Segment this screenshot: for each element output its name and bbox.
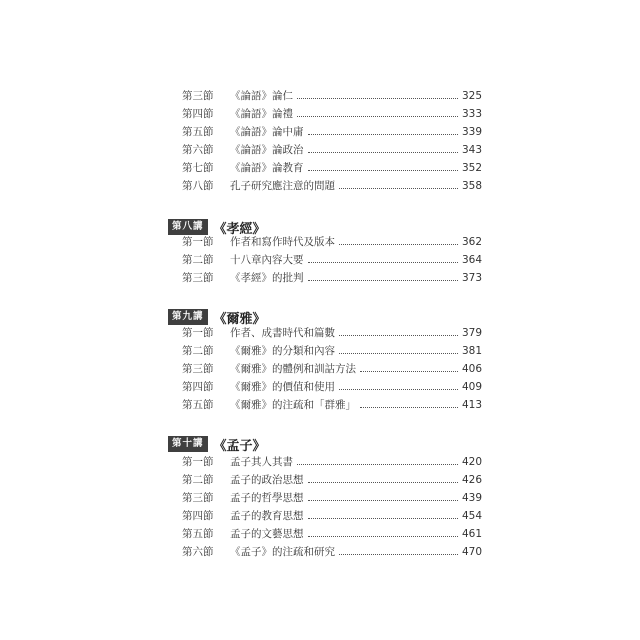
page-number: 413 — [461, 399, 482, 411]
page-number: 373 — [461, 272, 482, 284]
dot-leader — [339, 554, 458, 555]
chapter-badge: 第九講 — [168, 309, 208, 325]
chapter-title: 《孟子》 — [213, 438, 266, 454]
section-number: 第三節 — [182, 492, 214, 504]
page-number: 406 — [461, 363, 482, 375]
page-number: 339 — [461, 126, 482, 138]
section-title: 《孟子》的注疏和研究 — [230, 546, 335, 558]
section-number: 第三節 — [182, 272, 214, 284]
toc-entry[interactable] — [182, 325, 482, 341]
section-number: 第三節 — [182, 363, 214, 375]
dot-leader — [339, 244, 458, 245]
chapter-heading[interactable] — [168, 435, 266, 453]
toc-entry[interactable] — [182, 106, 482, 122]
toc-entry[interactable] — [182, 490, 482, 506]
toc-entry[interactable] — [182, 343, 482, 359]
dot-leader — [308, 518, 458, 519]
section-title: 《爾雅》的價值和使用 — [230, 381, 335, 393]
section-number: 第六節 — [182, 144, 214, 156]
section-title: 孟子的文藝思想 — [230, 528, 304, 540]
toc-entry[interactable] — [182, 397, 482, 413]
section-title: 《論語》論禮 — [230, 108, 293, 120]
section-title: 孟子的教育思想 — [230, 510, 304, 522]
toc-entry[interactable] — [182, 526, 482, 542]
section-number: 第五節 — [182, 399, 214, 411]
page-number: 461 — [461, 528, 482, 540]
section-title: 《論語》論中庸 — [230, 126, 304, 138]
dot-leader — [360, 407, 458, 408]
section-title: 孟子的哲學思想 — [230, 492, 304, 504]
dot-leader — [360, 371, 458, 372]
dot-leader — [297, 98, 458, 99]
page-number: 381 — [461, 345, 482, 357]
section-title: 作者、成書時代和篇數 — [230, 327, 335, 339]
section-number: 第五節 — [182, 126, 214, 138]
chapter-badge: 第十講 — [168, 436, 208, 452]
chapter-title: 《孝經》 — [213, 221, 266, 237]
page-number: 364 — [461, 254, 482, 266]
toc-entry[interactable] — [182, 361, 482, 377]
section-number: 第一節 — [182, 236, 214, 248]
toc-entry[interactable] — [182, 160, 482, 176]
toc-entry[interactable] — [182, 234, 482, 250]
section-number: 第四節 — [182, 381, 214, 393]
section-number: 第七節 — [182, 162, 214, 174]
dot-leader — [308, 482, 458, 483]
page-number: 343 — [461, 144, 482, 156]
page-number: 325 — [461, 90, 482, 102]
section-number: 第六節 — [182, 546, 214, 558]
section-title: 作者和寫作時代及版本 — [230, 236, 335, 248]
section-title: 孟子其人其書 — [230, 456, 293, 468]
toc-entry[interactable] — [182, 124, 482, 140]
page-number: 333 — [461, 108, 482, 120]
section-title: 《論語》論仁 — [230, 90, 293, 102]
page-number: 362 — [461, 236, 482, 248]
toc-entry[interactable] — [182, 142, 482, 158]
section-number: 第二節 — [182, 474, 214, 486]
dot-leader — [308, 134, 458, 135]
toc-entry[interactable] — [182, 270, 482, 286]
dot-leader — [297, 116, 458, 117]
section-number: 第四節 — [182, 510, 214, 522]
dot-leader — [308, 170, 458, 171]
chapter-heading[interactable] — [168, 308, 266, 326]
page-number: 379 — [461, 327, 482, 339]
section-title: 孔子研究應注意的問題 — [230, 180, 335, 192]
toc-entry[interactable] — [182, 472, 482, 488]
dot-leader — [308, 280, 458, 281]
section-title: 《論語》論政治 — [230, 144, 304, 156]
section-title: 《孝經》的批判 — [230, 272, 304, 284]
page-number: 352 — [461, 162, 482, 174]
dot-leader — [297, 464, 458, 465]
section-title: 《爾雅》的體例和訓詁方法 — [230, 363, 356, 375]
page-number: 409 — [461, 381, 482, 393]
toc-entry[interactable] — [182, 88, 482, 104]
dot-leader — [308, 152, 458, 153]
dot-leader — [339, 353, 458, 354]
section-title: 《論語》論教育 — [230, 162, 304, 174]
toc-entry[interactable] — [182, 252, 482, 268]
section-title: 孟子的政治思想 — [230, 474, 304, 486]
page-number: 358 — [461, 180, 482, 192]
section-title: 十八章內容大要 — [230, 254, 304, 266]
page-number: 470 — [461, 546, 482, 558]
section-number: 第五節 — [182, 528, 214, 540]
chapter-badge: 第八講 — [168, 219, 208, 235]
section-number: 第一節 — [182, 327, 214, 339]
section-number: 第一節 — [182, 456, 214, 468]
toc-entry[interactable] — [182, 508, 482, 524]
page-number: 426 — [461, 474, 482, 486]
dot-leader — [308, 536, 458, 537]
dot-leader — [308, 262, 458, 263]
toc-entry[interactable] — [182, 544, 482, 560]
toc-entry[interactable] — [182, 379, 482, 395]
dot-leader — [339, 188, 458, 189]
page-number: 454 — [461, 510, 482, 522]
chapter-title: 《爾雅》 — [213, 311, 266, 327]
dot-leader — [339, 389, 458, 390]
section-number: 第二節 — [182, 345, 214, 357]
section-number: 第二節 — [182, 254, 214, 266]
section-number: 第三節 — [182, 90, 214, 102]
toc-entry[interactable] — [182, 178, 482, 194]
toc-entry[interactable] — [182, 454, 482, 470]
page-number: 420 — [461, 456, 482, 468]
page-number: 439 — [461, 492, 482, 504]
dot-leader — [339, 335, 458, 336]
section-title: 《爾雅》的分類和內容 — [230, 345, 335, 357]
section-number: 第四節 — [182, 108, 214, 120]
dot-leader — [308, 500, 458, 501]
section-number: 第八節 — [182, 180, 214, 192]
section-title: 《爾雅》的注疏和「群雅」 — [230, 399, 356, 411]
